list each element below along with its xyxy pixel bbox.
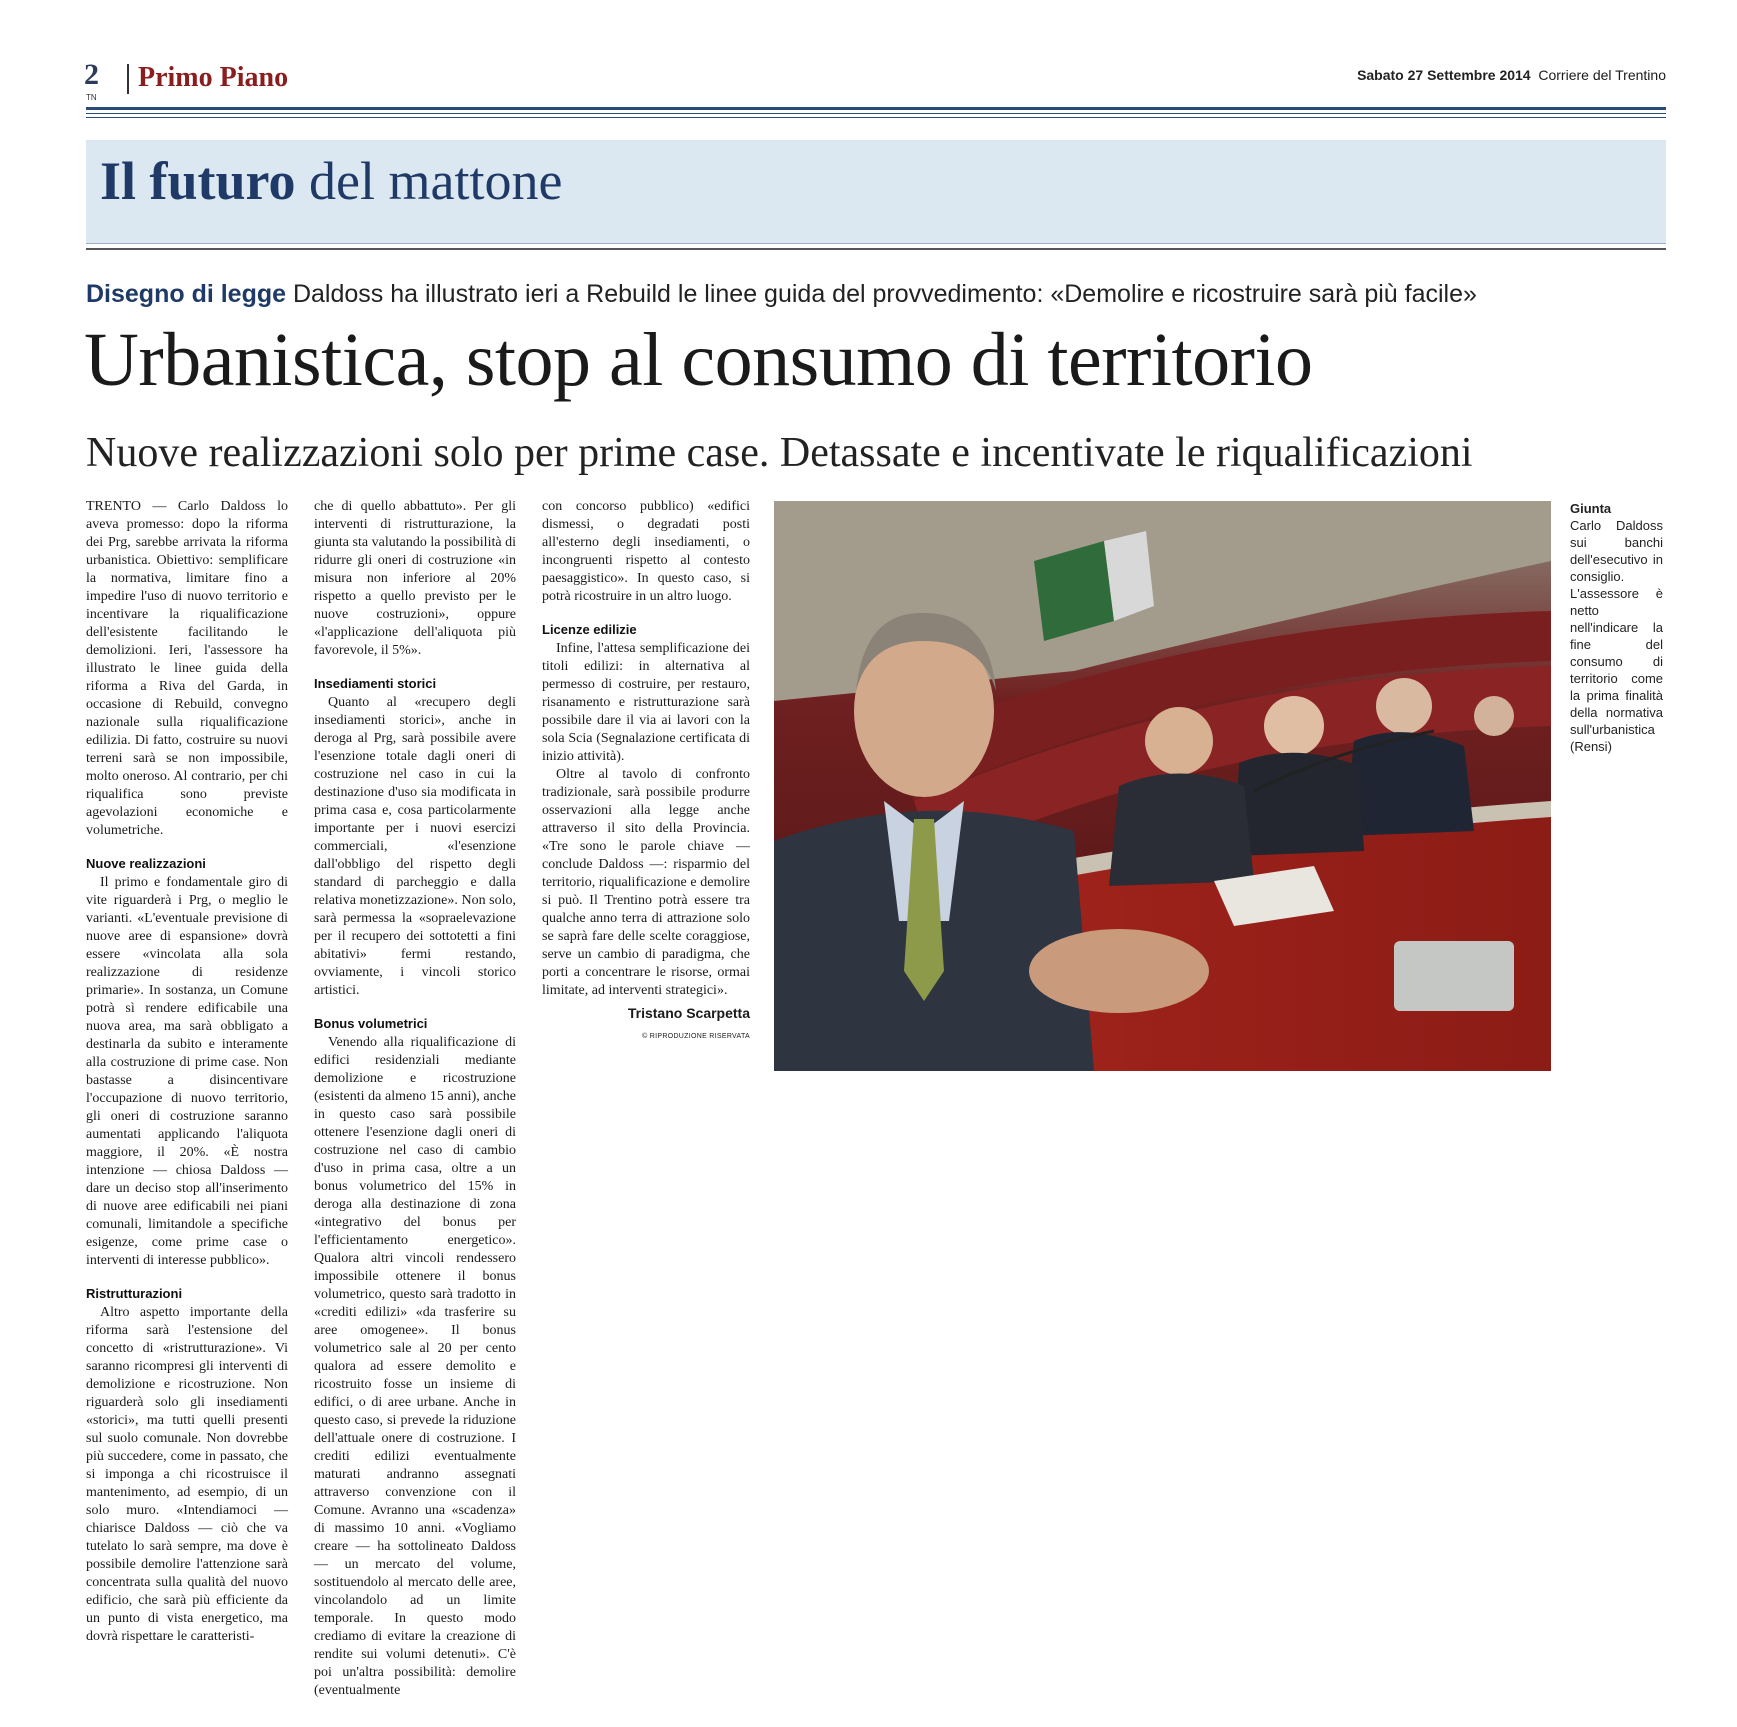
person-head: [1145, 707, 1213, 775]
copyright-notice: © RIPRODUZIONE RISERVATA: [642, 1033, 750, 1040]
paragraph: Il primo e fondamentale giro di vite riguarderà i Prg, o meglio le varianti. «L'eventuale previsione di nuove aree di espansione» dovrà essere «vincolata alla sola realizzazione di residenze primarie». In sostanza, un Comune potrà sì rendere edificabile una nuova area, ma sarà obbligato a destinarla da subito e interamente alla costruzione di prime case. Non bastasse a disincentivare l'occupazione di nuovo territorio, gli oneri di costruzione saranno aumentati applicando l'aliquota maggiore, il 20%. «È nostra intenzione — chiosa Daldoss — dare un deciso stop all'inserimento di nuove aree edificabili nei piani comunali, limitandole a specifiche esigenze, come prime case o interventi di interesse pubblico».: [86, 875, 288, 1268]
topic-banner: [86, 140, 1666, 244]
subheadline: Nuove realizzazioni solo per prime case. Detassate e incentivate le riqualificazioni: [86, 430, 1473, 476]
page-number: 2: [84, 58, 99, 91]
date: Sabato 27 Settembre 2014: [1357, 67, 1531, 83]
publication-name: Corriere del Trentino: [1538, 67, 1666, 83]
kicker-text: Daldoss ha illustrato ieri a Rebuild le linee guida del provvedimento: «Demolire e ricostruire sarà più facile»: [286, 280, 1477, 308]
caption-label: Giunta: [1570, 501, 1612, 516]
news-photo: [774, 501, 1551, 1071]
paragraph: Oltre al tavolo di confronto tradizionale, sarà possibile produrre osservazioni alla legge anche attraverso il sito della Provincia. «Tre sono le parole chiave — conclude Daldoss —: risparmio del territorio, riqualificazione e demolire si può. Il Trentino potrà essere tra qualche anno terra di attrazione solo se saprà fare delle scelte coraggiose, serve un cambio di paradigma, che porti a concentrare le risorse, ormai limitate, ad interventi strategici».: [542, 767, 750, 998]
paragraph: Altro aspetto importante della riforma sarà l'estensione del concetto di «ristrutturazione». Vi saranno ricompresi gli interventi di demolizione e ricostruzione. Non riguarderà solo gli insediamenti «storici», ma tutti quelli presenti sul suolo comunale. Non dovrebbe più succedere, come in passato, che si imponga a chi ricostruisce il mantenimento, ad esempio, di un solo muro. «Intendiamoci — chiarisce Daldoss — ciò che va tutelato lo sarà sempre, ma dove è possibile demolire l'attenzione sarà concentrata sulla qualità del nuovo edificio, che sarà più efficiente da un punto di vista energetico, ma dovrà rispettare le caratteristi-: [86, 1305, 288, 1644]
section-name: Primo Piano: [138, 62, 289, 93]
subheading-nuove-realizzazioni: Nuove realizzazioni: [86, 856, 206, 871]
edition-code: TN: [86, 93, 97, 102]
byline: Tristano Scarpetta: [627, 1005, 750, 1021]
headline: Urbanistica, stop al consumo di territorio: [84, 318, 1313, 402]
paragraph: Venendo alla riqualificazione di edifici residenziali mediante demolizione e ricostruzione (esistenti da almeno 15 anni), anche in questo caso sarà possibile ottenere l'esenzione dagli oneri di costruzione nel caso di cambio d'uso in prima casa, oltre a un bonus volumetrico del 15% in deroga alla destinazione di zona «integrativo del bonus per l'efficientamento energetico». Qualora altri vincoli rendessero impossibile ottenere il bonus volumetrico, questo sarà tradotto in «crediti edilizi» «da trasferire su aree omogenee». Il bonus volumetrico sale al 20 per cento qualora ad essere demolito e ricostruito fosse un insieme di edifici, o di aree urbane. Anche in questo caso, si prevede la riduzione dell'attuale onere di costruzione. I crediti edilizi eventualmente maturati andranno assegnati attraverso convenzione con il Comune. Avranno una «scadenza» di massimo 10 anni. «Vogliamo creare — ha sottolineato Daldoss — un mercato del volume, sostituendolo al mercato delle aree, vincolandolo ad un limite temporale. In questo modo crediamo di evitare la creazione di rendite sui volumi detenuti». C'è poi un'altra possibilità: demolire (eventualmente: [314, 1035, 516, 1698]
desk-panel: [1394, 941, 1514, 1011]
person-body: [1109, 774, 1254, 887]
council-chamber-photo: [774, 501, 1551, 1071]
header-divider: [127, 64, 129, 94]
paragraph: che di quello abbattuto». Per gli interventi di ristrutturazione, la giunta sta valutando la possibilità di ridurre gli oneri di costruzione «in misura non inferiore al 20% rispetto a quello previsto per le nuove costruzioni», oppure «l'applicazione dell'aliquota più favorevole, il 5%».: [314, 499, 516, 658]
header-rule-thin: [86, 113, 1666, 114]
person-head: [1474, 696, 1514, 736]
header-rule: [86, 107, 1666, 110]
subheading-insediamenti-storici: Insediamenti storici: [314, 676, 437, 691]
subheading-licenze-edilizie: Licenze edilizie: [542, 622, 637, 637]
banner-title-bold: Il futuro: [100, 151, 296, 211]
article-column-1: [86, 498, 288, 1646]
subheading-ristrutturazioni: Ristrutturazioni: [86, 1286, 183, 1301]
person-body: [1234, 753, 1364, 856]
dateline: [1357, 68, 1666, 82]
person-head: [1376, 678, 1432, 734]
banner-rule: [86, 248, 1666, 250]
paragraph: Infine, l'attesa semplificazione dei titoli edilizi: in alternativa al permesso di costruire, per restauro, risanamento e ristrutturazione sarà possibile dare il via ai lavori con la sola Scia (Segnalazione certificata di inizio attività).: [542, 641, 750, 764]
person-head: [1264, 696, 1324, 756]
article-column-2: [314, 498, 516, 1700]
article-column-3: [542, 498, 750, 1046]
paragraph: TRENTO — Carlo Daldoss lo aveva promesso: dopo la riforma dei Prg, sarebbe arrivata la riforma urbanistica. Obiettivo: semplificare la normativa, limitare fino a impedire l'uso di nuovo territorio e incentivare la riqualificazione dell'esistente facilitando le demolizioni. Ieri, l'assessore ha illustrato le linee guida della riforma a Riva del Garda, in occasione di Rebuild, convegno nazionale sulla riqualificazione edilizia. Di fatto, costruire su nuovi terreni sarà se non impossibile, molto oneroso. Al contrario, per chi riqualifica sono previste agevolazioni economiche e volumetriche.: [86, 499, 288, 838]
banner-title: [100, 151, 563, 211]
header-rule-thin: [86, 117, 1666, 118]
photo-caption: [1570, 500, 1663, 755]
subheading-bonus-volumetrici: Bonus volumetrici: [314, 1016, 428, 1031]
paragraph: Quanto al «recupero degli insediamenti storici», anche in deroga al Prg, sarà possibile avere l'esenzione totale dagli oneri di costruzione nel caso in cui la destinazione d'uso sia modificata in prima casa e, cosa particolarmente importante per i nuovi esercizi commerciali, «l'esenzione dall'obbligo del rispetto degli standard di parcheggio e dalla relativa monetizzazione». Non solo, sarà permessa la «sopraelevazione per il recupero dei sottotetti a fini abitativi» fermi restando, ovviamente, i vincoli storico artistici.: [314, 695, 516, 998]
clasped-hands: [1029, 929, 1209, 1013]
caption-text: Carlo Daldoss sui banchi dell'esecutivo in consiglio. L'assessore è netto nell'indicare la fine del consumo di territorio come la prima finalità della normativa sull'urbanistica (Rensi): [1570, 518, 1663, 754]
paragraph: con concorso pubblico) «edifici dismessi, o degradati posti all'esterno degli insediamenti, o incongruenti rispetto al contesto paesaggistico». In questo caso, si potrà ricostruire in un altro luogo.: [542, 499, 750, 604]
banner-title-rest: del mattone: [295, 151, 563, 211]
kicker: [86, 282, 1477, 307]
kicker-label: Disegno di legge: [86, 280, 287, 308]
